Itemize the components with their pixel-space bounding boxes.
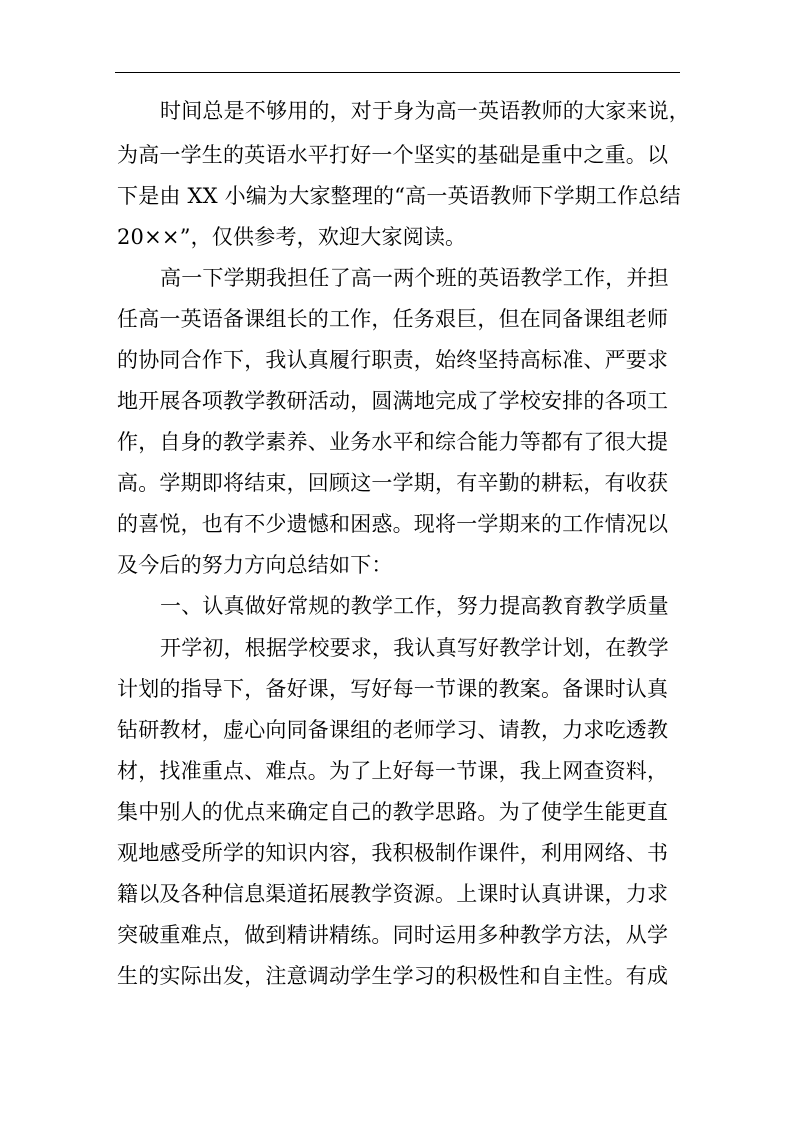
paragraph-2-line-7: 的喜悦，也有不少遗憾和困惑。现将一学期来的工作情况以 [117, 512, 669, 536]
paragraph-1-line-4: 20××”，仅供参考，欢迎大家阅读。 [117, 225, 467, 249]
paragraph-2-line-8: 及今后的努力方向总结如下： [117, 553, 393, 577]
paragraph-2-line-1: 高一下学期我担任了高一两个班的英语教学工作，并担 [160, 266, 669, 290]
paragraph-2-line-2: 任高一英语备课组长的工作，任务艰巨，但在同备课组老师 [117, 307, 669, 331]
paragraph-1-line-2: 为高一学生的英语水平打好一个坚实的基础是重中之重。以 [117, 143, 669, 167]
paragraph-3-line-4: 材，找准重点、难点。为了上好每一节课，我上网查资料， [117, 759, 669, 783]
paragraph-3-line-8: 突破重难点，做到精讲精练。同时运用多种教学方法，从学 [117, 923, 669, 947]
paragraph-2-line-6: 高。学期即将结束，回顾这一学期，有辛勤的耕耘，有收获 [117, 471, 669, 495]
paragraph-3-line-7: 籍以及各种信息渠道拓展教学资源。上课时认真讲课，力求 [117, 882, 669, 906]
paragraph-1-line-3: 下是由 XX 小编为大家整理的“高一英语教师下学期工作总结 [117, 184, 681, 208]
header-rule [115, 72, 680, 73]
paragraph-2-line-5: 作，自身的教学素养、业务水平和综合能力等都有了很大提 [117, 430, 669, 454]
paragraph-3-line-6: 观地感受所学的知识内容，我积极制作课件，利用网络、书 [117, 841, 669, 865]
paragraph-3-line-2: 计划的指导下，备好课，写好每一节课的教案。备课时认真 [117, 677, 669, 701]
paragraph-2-line-4: 地开展各项教学教研活动，圆满地完成了学校安排的各项工 [117, 389, 669, 413]
paragraph-2-line-3: 的协同合作下，我认真履行职责，始终坚持高标准、严要求 [117, 348, 669, 372]
paragraph-1-line-1: 时间总是不够用的，对于身为高一英语教师的大家来说， [160, 99, 690, 123]
paragraph-3-line-9: 生的实际出发，注意调动学生学习的积极性和自主性。有成 [117, 964, 669, 988]
paragraph-3-line-1: 开学初，根据学校要求，我认真写好教学计划，在教学 [160, 636, 669, 660]
section-heading: 一、认真做好常规的教学工作，努力提高教育教学质量 [160, 594, 669, 618]
paragraph-3-line-5: 集中别人的优点来确定自己的教学思路。为了使学生能更直 [117, 800, 669, 824]
paragraph-3-line-3: 钻研教材，虚心向同备课组的老师学习、请教，力求吃透教 [117, 718, 669, 742]
